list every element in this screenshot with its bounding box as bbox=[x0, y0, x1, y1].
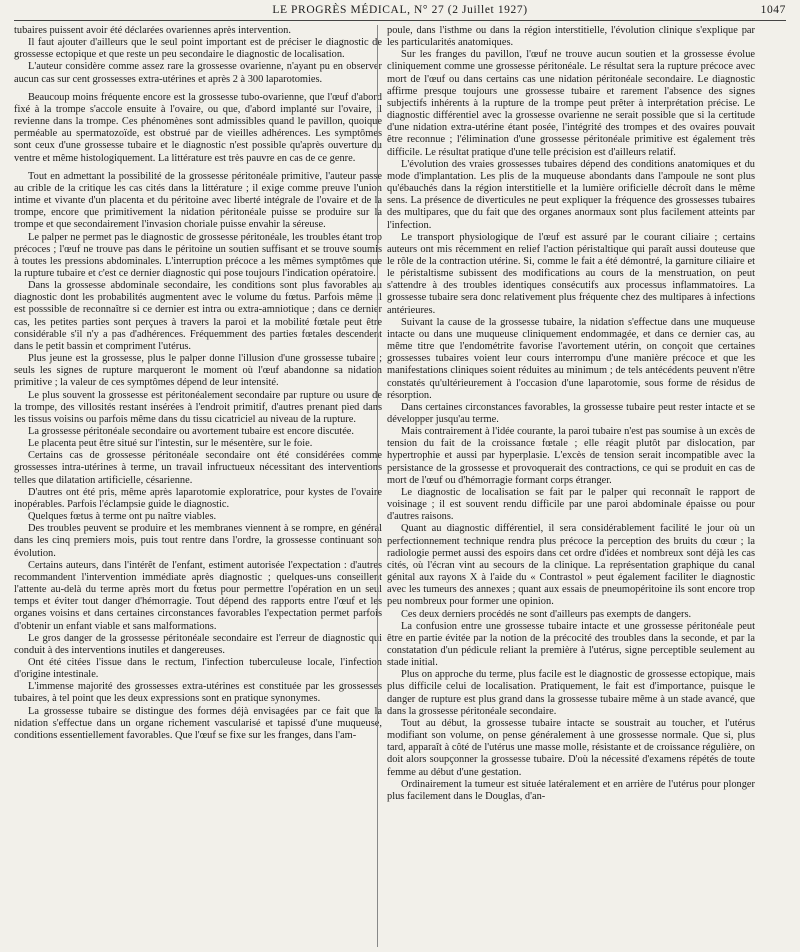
paragraph: Certains auteurs, dans l'intérêt de l'enfant, estiment autorisée l'expectation : d'autres recommandent l'intervention immédiate après diagnostic ; quelques-uns conseillent l'attente au-delà du terme après mort du fœtus pour permettre l'opération en un seul temps et éviter tout danger d'hémorragie. Tout dépend des rapports entre l'œuf et les organes voisins et dans certaines circonstances favorables l'expectation permet parfois d'obtenir un enfant viable et sans malformations. bbox=[14, 559, 382, 632]
paragraph: Tout en admettant la possibilité de la grossesse péritonéale primitive, l'auteur passe au crible de la critique les cas cités dans la littérature ; il exige comme preuve l'union intime et vivante d'un placenta et du péritoine avec liberté intégrale de l'ovaire et de la trompe, encore que primitivement la nidation péritonéale puisse se produire sur la trompe et que secondairement l'invasion choriale puisse envahir la séreuse. bbox=[14, 170, 382, 231]
paragraph: Quelques fœtus à terme ont pu naître viables. bbox=[28, 511, 217, 523]
running-title: LE PROGRÈS MÉDICAL, N° 27 (2 Juillet 1927) bbox=[272, 4, 528, 16]
paragraph: La grossesse péritonéale secondaire ou avortement tubaire est encore discutée. bbox=[28, 426, 355, 437]
paragraph: Le placenta peut être situé sur l'intestin, sur le mésentère, sur le foie. bbox=[28, 438, 313, 450]
paragraph: Dans certaines circonstances favorables, la grossesse tubaire peut rester intacte et se développer jusqu'au terme. bbox=[387, 401, 755, 425]
paragraph: Mais contrairement à l'idée courante, la paroi tubaire n'est pas soumise à un excès de tension du fait de la croissance fœtale ; elle réagit plutôt par dislocation, par hypertrophie et aussi par hyperplasie. L'excès de tension serait incompatible avec la persistance de la grossesse et provoquerait des contractions, ce qui se produit en cas de mort de l'œuf ou d'hémorragie formant corps étranger. bbox=[387, 426, 755, 486]
running-header bbox=[14, 4, 786, 20]
paragraph: Ordinairement la tumeur est située latéralement et en arrière de l'utérus pour plonger plus facilement dans le Douglas, d'an- bbox=[387, 778, 755, 802]
paragraph: Des troubles peuvent se produire et les membranes viennent à se rompre, en général dans les cinq premiers mois, puis tout rentre dans l'ordre, la grossesse continuant son évolution. bbox=[14, 523, 382, 559]
paragraph: Plus on approche du terme, plus facile est le diagnostic de grossesse ectopique, mais plus difficile celui de localisation. Pratiquement, le fait est d'importance, puisque le danger de rupture est plus grand dans la grossesse tubaire même à un stade avancé, que dans la grossesse péritonéale secondaire. bbox=[387, 669, 755, 717]
paragraph: Quant au diagnostic différentiel, il sera considérablement facilité le jour où un perfectionnement technique rendra plus précoce la perception des bruits du cœur ; la radiologie permet aussi des espoirs dans cet ordre d'idées et nombreux sont déjà les cas cités, où l'écran vint au secours de la clinique. La représentation graphique du canal génital aux rayons X à l'aide du « Contrastol » peut également faciliter le diagnostic avec les tumeurs des annexes ; quant aux essais de pneumopéritoine ils sont encore trop peu nombreux pour former une opinion. bbox=[387, 523, 755, 608]
paragraph: Suivant la cause de la grossesse tubaire, la nidation s'effectue dans une muqueuse intacte ou dans une muqueuse cliniquement endommagée, et dans ce dernier cas, au même titre que l'endométrite favorise l'avortement utérin, on conçoit que certaines grossesses tubaires voient leur cours interrompu d'une manière précoce et que les manifestations cliniques soient réduites au minimum ; de tels antécédents peuvent n'être constatés qu'ultérieurement à l'occasion d'une laparotomie, sous forme de résidus de résorption. bbox=[387, 316, 755, 401]
paragraph: Il faut ajouter d'ailleurs que le seul point important est de préciser le diagnostic de grossesse ectopique et que reste un peu secondaire le diagnostic de localisation. bbox=[14, 37, 382, 61]
paragraph: Le plus souvent la grossesse est péritonéalement secondaire par rupture ou usure de la trompe, des villosités restant insérées à l'endroit primitif, d'autres prenant pied dans les tissus voisins ou parfois même dans du tissu cicatriciel au niveau de la rupture. bbox=[14, 389, 382, 425]
paragraph: Tout au début, la grossesse tubaire intacte se soustrait au toucher, et l'utérus modifiant son volume, on pense généralement à une grossesse normale. Que si, plus tard, apparaît à côté de l'utérus une masse molle, résistante et de croissance régulière, on doit alors soupçonner la grossesse tubaire. D'où la nécessité d'examens répétés de toute femme au début d'une gestation. bbox=[387, 717, 755, 778]
paragraph: Dans la grossesse abdominale secondaire, les conditions sont plus favorables au diagnostic dont les probabilités augmentent avec le volume du fœtus. Parfois même il est posssible de reconnaître si ce dernier est intra ou extra-amniotique ; dans ce dernier cas, les petites parties sont perçues à travers la paroi et la mobilité fœtale peut être considérable s'il n'y a pas d'adhérences. Fréquemment des parties fœtales descendent dans le petit bassin et compriment l'utérus. bbox=[14, 280, 382, 352]
paragraph: Le palper ne permet pas le diagnostic de grossesse péritonéale, les troubles étant trop précoces ; l'œuf ne trouve pas dans le péritoine un soutien suffisant et se trouve soumis à toutes les pressions abdominales. L'interruption précoce a les mêmes symptômes que la rupture tubaire et c'est ce dernier diagnostic qui pose toujours l'indication opératoire. bbox=[14, 231, 382, 279]
header-rule bbox=[14, 20, 786, 21]
paragraph: La confusion entre une grossesse tubaire intacte et une grossesse péritonéale peut être en partie évitée par la notion de la précocité des troubles dans la seconde, et par la constatation d'un pédicule reliant la première à l'utérus, signe perceptible seulement au stade initial. bbox=[387, 620, 755, 669]
paragraph: Le gros danger de la grossesse péritonéale secondaire est l'erreur de diagnostic qui conduit à des interventions inutiles et dangereuses. bbox=[14, 632, 382, 656]
paragraph: D'autres ont été pris, même après laparotomie exploratrice, pour kystes de l'ovaire inopérables. Parfois l'éclampsie guide le diagnostic. bbox=[14, 486, 382, 510]
paragraph: Ont été citées l'issue dans le rectum, l'infection tuberculeuse locale, l'infection d'origine intestinale. bbox=[14, 656, 382, 681]
right-column bbox=[387, 25, 755, 947]
column-divider bbox=[377, 25, 378, 947]
paragraph: L'auteur considère comme assez rare la grossesse ovarienne, n'ayant pu en observer aucun cas sur cent grossesses extra-utérines et après 2 à 300 laparotomies. bbox=[14, 61, 382, 85]
paragraph: Ces deux derniers procédés ne sont d'ailleurs pas exempts de dangers. bbox=[401, 608, 692, 620]
paragraph: L'évolution des vraies grossesses tubaires dépend des conditions anatomiques et du mode d'implantation. Les plis de la muqueuse abondants dans l'ampoule ne sont plus qu'ébauchés dans la région interstitielle et la lumière orificielle décroît dans le même sens. La présence de diverticules ne peut expliquer la fréquence des grossesses tubaires des multipares, que du fait que des organes anormaux sont plus facilement atteints par l'infection. bbox=[387, 158, 755, 231]
paragraph: Plus jeune est la grossesse, plus le palper donne l'illusion d'une grossesse tubaire ; seuls les signes de rupture marqueront le moment où l'œuf abandonne sa nidation primitive ; la valeur de ces symptômes dépend de leur intensité. bbox=[14, 353, 382, 389]
left-column bbox=[14, 25, 382, 947]
paragraph: La grossesse tubaire se distingue des formes déjà envisagées par ce fait que la nidation s'effectue dans un organe richement vascularisé et tapissé d'une muqueuse, conditions essentiellement favorables. Que l'œuf se fixe sur les franges, dans l'am- bbox=[14, 705, 382, 741]
paragraph: Le transport physiologique de l'œuf est assuré par le courant ciliaire ; certains auteurs ont mis récemment en relief l'action péristaltique qui paraît aussi douteuse que le rôle de la contraction utérine. Si, comme le fait a été démontré, la garniture ciliaire et le péristaltisme subissent des modifications au cours de la menstruation, on peut s'attendre à des troubles identiques consécutifs aux processus inflammatoires. La grossesse tubaire sera donc relativement plus fréquente chez des multipares à infections antérieures. bbox=[387, 231, 755, 316]
paragraph: Beaucoup moins fréquente encore est la grossesse tubo-ovarienne, que l'œuf d'abord fixé à la trompe s'accole ensuite à l'ovaire, ou que, d'abord implanté sur l'ovaire, il revienne dans la trompe. Ces phénomènes sont admissibles quand le pavillon, quoique perméable au spermatozoïde, est obstrué par de vieilles adhérences. Les symptômes sont ceux d'une grossesse tubaire et le diagnostic n'est possible qu'après ouverture du ventre et même histologiquement. La littérature est très pauvre en cas de ce genre. bbox=[14, 91, 382, 164]
paragraph: tubaires puissent avoir été déclarées ovariennes après intervention. bbox=[14, 25, 291, 36]
paragraph: Certains cas de grossesse péritonéale secondaire ont été considérées comme grossesses intra-utérines à terme, un travail infructueux nécessitant des interventions telles que dilatation artificielle, césarienne. bbox=[14, 450, 382, 486]
page-number: 1047 bbox=[760, 4, 786, 16]
paragraph: poule, dans l'isthme ou dans la région interstitielle, l'évolution clinique s'explique par les particularités anatomiques. bbox=[387, 25, 755, 49]
paragraph: L'immense majorité des grossesses extra-utérines est constituée par les grossesses tubaires, à tel point que les deux expressions sont en pratique synonymes. bbox=[14, 681, 382, 705]
paragraph: Le diagnostic de localisation se fait par le palper qui reconnaît le rapport de voisinage ; il est souvent rendu difficile par une paroi abdominale épaisse ou pour d'autres raisons. bbox=[387, 486, 755, 523]
paragraph: Sur les franges du pavillon, l'œuf ne trouve aucun soutien et la grossesse évolue cliniquement comme une grossesse péritonéale. Le résultat sera la rupture précoce avec mort de l'œuf ou dans certains cas une nidation péritonéale secondaire. Le diagnostic affirme presque toujours une grossesse tubaire et rarement l'absence des signes subjectifs inhérents à la rupture de la trompe peut prêter à interprétation précise. Le diagnostic différentiel avec la grossesse ovarienne ne serait possible que si la certitude d'une nidation extra-utérine étant posée, l'intégrité des trompes et des ovaires pouvait être reconnue ; l'élimination d'une grossesse péritonéale primitive est également très difficile. Le résultat pratique d'une telle précision est d'ailleurs relatif. bbox=[387, 49, 755, 158]
